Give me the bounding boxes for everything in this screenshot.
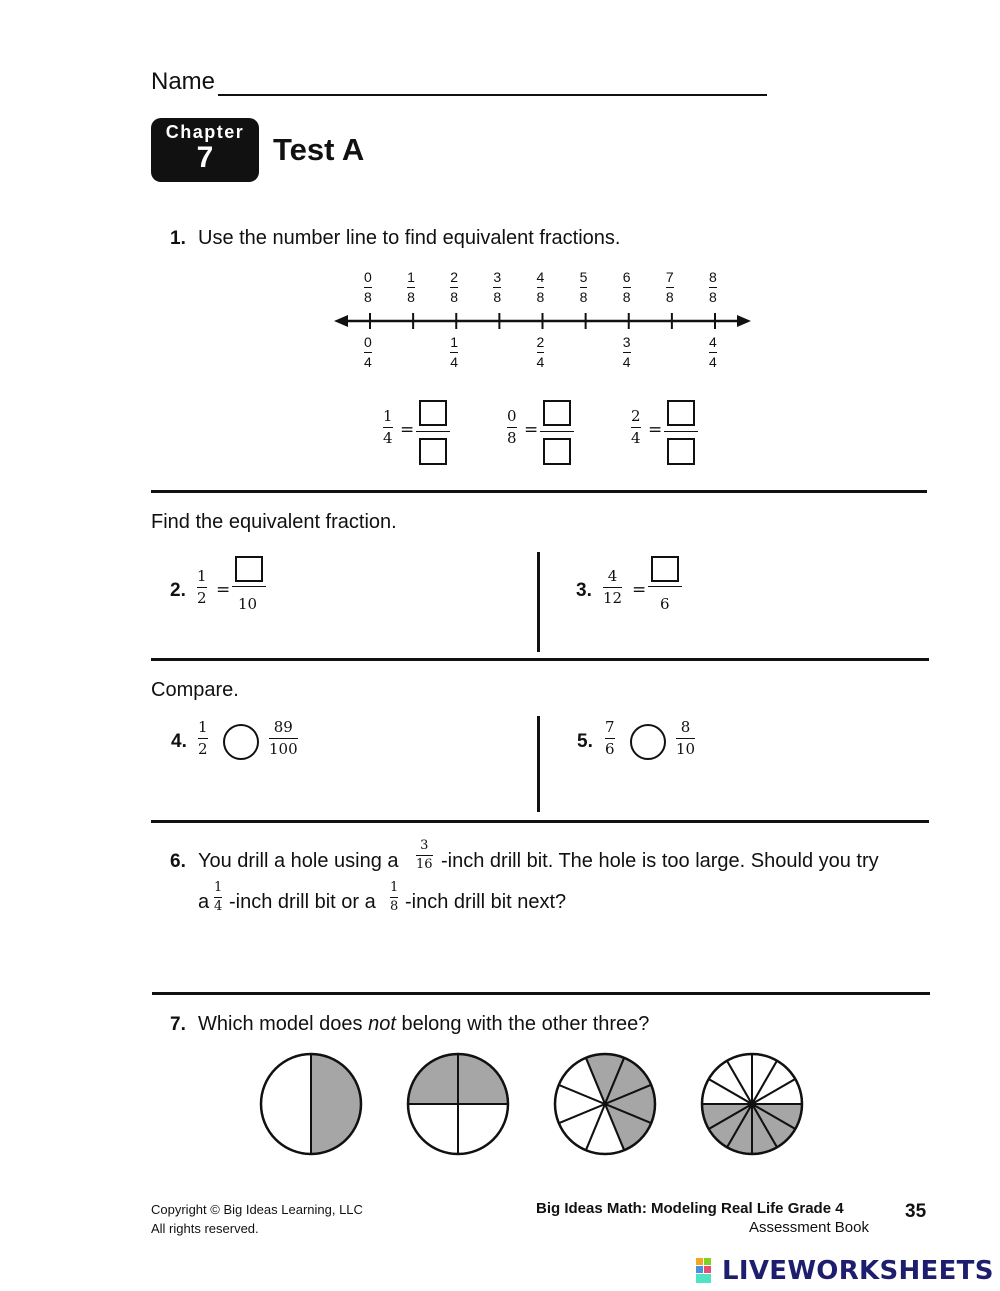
eighth-denominator: 8 [709,289,717,305]
q1-eq-denominator: 4 [631,429,641,447]
logo-blocks-icon [696,1258,720,1284]
test-title: Test A [273,132,365,167]
eighth-numerator: 4 [536,269,545,285]
q1-text: Use the number line to find equivalent fractions. [198,227,621,249]
q4-left-numerator: 1 [198,718,208,736]
q2-answer-bar [232,586,266,587]
compare-instruction: Compare. [151,679,239,701]
q5-right-denominator: 10 [676,740,696,758]
fraction-model-slice [261,1054,311,1154]
q6-frac1-numerator: 3 [420,838,429,853]
q6-fraction-1 [416,839,433,872]
q1-eq-fraction [507,408,517,447]
fourth-numerator: 2 [536,334,545,350]
q5-right-fraction [676,719,695,758]
fourth-numerator: 0 [364,334,372,350]
eighth-label [537,270,545,305]
eighth-numerator: 1 [407,269,415,285]
q6-text-part3: a [198,891,210,913]
q1-eq-equals: = [400,420,415,440]
q1-eq-equals: = [648,420,663,440]
eighth-label [493,270,501,305]
fraction-model-circle[interactable] [408,1054,508,1154]
q1-eq-numerator: 1 [383,407,393,425]
number-line [330,305,755,335]
divider-3 [151,820,929,823]
book-subtitle: Assessment Book [748,1219,869,1236]
eighth-label [623,270,631,305]
fraction-model-circle[interactable] [261,1054,361,1154]
chapter-word: Chapter [165,122,245,142]
chapter-badge [151,118,259,182]
q1-eq-equals: = [524,420,539,440]
q1-numerator-answer-box[interactable] [667,400,695,426]
q3-equals: = [632,580,647,600]
q6-frac3-numerator: 1 [390,880,399,895]
eighth-label [364,270,372,305]
q5-right-numerator: 8 [680,718,691,736]
q6-text-part4: -inch drill bit or a [229,891,376,913]
eighth-denominator: 8 [665,289,674,305]
fourth-denominator: 4 [622,354,631,370]
eighth-numerator: 2 [450,269,459,285]
q1-eq-denominator: 8 [507,429,517,447]
q4-left-denominator: 2 [198,740,208,758]
q6-frac1-denominator: 16 [416,857,433,872]
eighth-denominator: 8 [579,289,588,305]
fourth-denominator: 4 [536,354,545,370]
q7-text-italic: not [368,1013,396,1035]
eighth-numerator: 8 [709,269,717,285]
eighth-denominator: 8 [536,289,545,305]
chapter-number: 7 [196,141,214,174]
fourth-numerator: 3 [622,334,631,350]
eighth-label [666,270,674,305]
eighth-numerator: 0 [364,269,372,285]
q6-fraction-3 [390,881,398,914]
copyright-text: Copyright © Big Ideas Learning, LLC [151,1202,363,1217]
q7-text-after: belong with the other three? [401,1013,650,1035]
q3-number: 3. [576,580,592,601]
book-title: Big Ideas Math: Modeling Real Life Grade 4 [536,1200,844,1217]
q2-fraction [197,568,207,607]
rights-text: All rights reserved. [151,1221,259,1236]
fourth-label [450,335,458,370]
q1-eq-numerator: 2 [631,407,641,425]
q1-eq-fraction [631,408,641,447]
fourth-numerator: 4 [709,334,717,350]
fourth-denominator: 4 [450,354,459,370]
eighth-label [407,270,415,305]
logo-text: LIVEWORKSHEETS [722,1256,994,1286]
eighth-numerator: 7 [665,269,674,285]
eighth-label [709,270,717,305]
divider-vertical-2 [537,716,540,812]
eighth-numerator: 3 [493,269,502,285]
q5-left-fraction [605,719,615,758]
q2-answer-box[interactable] [235,556,263,582]
q6-text-part2: -inch drill bit. The hole is too large. Should you try [441,850,879,872]
eighth-label [450,270,458,305]
q3-numerator: 4 [607,567,618,585]
q3-answer-box[interactable] [651,556,679,582]
q6-frac3-denominator: 8 [390,899,399,914]
divider-vertical-1 [537,552,540,652]
eighth-numerator: 6 [622,269,631,285]
q1-number: 1. [170,228,186,249]
q4-left-fraction [198,719,208,758]
q6-text-part1: You drill a hole using a [198,850,399,872]
q4-compare-circle[interactable] [223,724,259,760]
q3-fraction [603,568,622,607]
name-underline[interactable] [218,94,767,96]
q6-text-part5: -inch drill bit next? [405,891,567,913]
fraction-model-slice [311,1054,361,1154]
q1-answer-bar [416,431,450,432]
q2-number: 2. [170,580,186,601]
q4-right-numerator: 89 [273,718,293,736]
divider-2 [151,658,929,661]
fraction-models [255,1052,815,1162]
q4-right-denominator: 100 [269,740,298,758]
name-label: Name [151,68,216,95]
q6-number: 6. [170,851,186,872]
eighth-denominator: 8 [407,289,415,305]
q3-denominator: 12 [603,589,623,607]
q2-answer-denominator: 10 [238,595,258,613]
q1-answer-bar [540,431,574,432]
fourth-denominator: 4 [364,354,372,370]
fourth-denominator: 4 [709,354,717,370]
q1-eq-denominator: 4 [383,429,393,447]
q1-numerator-answer-box[interactable] [543,400,571,426]
q5-left-numerator: 7 [605,718,615,736]
divider-1 [151,490,927,493]
eighth-denominator: 8 [493,289,502,305]
q5-left-denominator: 6 [605,740,615,758]
q6-frac2-numerator: 1 [214,880,223,895]
liveworksheets-logo [696,1256,994,1286]
q6-frac2-denominator: 4 [214,899,223,914]
q5-compare-circle[interactable] [630,724,666,760]
eighth-denominator: 8 [364,289,372,305]
q3-answer-denominator: 6 [660,595,670,613]
q6-fraction-2 [214,881,222,914]
equivalent-instruction: Find the equivalent fraction. [151,511,397,533]
fourth-label [364,335,372,370]
fraction-model-circle[interactable] [555,1054,655,1154]
q5-number: 5. [577,731,593,752]
q4-right-fraction [269,719,298,758]
fraction-model-circle[interactable] [702,1054,802,1154]
eighth-denominator: 8 [622,289,631,305]
fourth-label [537,335,545,370]
q2-equals: = [216,580,231,600]
q1-denominator-answer-box[interactable] [543,438,571,465]
q7-text [198,1013,649,1036]
divider-4 [152,992,930,995]
q1-denominator-answer-box[interactable] [419,438,447,465]
q7-text-before: Which model does [198,1013,363,1035]
q1-answer-bar [664,431,698,432]
fourth-label [623,335,631,370]
q3-answer-bar [648,586,682,587]
q4-number: 4. [171,731,187,752]
q1-numerator-answer-box[interactable] [419,400,447,426]
fourth-numerator: 1 [450,334,459,350]
q2-denominator: 2 [197,589,207,607]
q1-denominator-answer-box[interactable] [667,438,695,465]
eighth-numerator: 5 [579,269,588,285]
q1-eq-numerator: 0 [507,407,517,425]
q1-eq-fraction [383,408,393,447]
q2-numerator: 1 [197,567,207,585]
eighth-label [580,270,588,305]
q7-number: 7. [170,1014,186,1035]
fourth-label [709,335,717,370]
eighth-denominator: 8 [450,289,459,305]
page-number: 35 [905,1201,927,1222]
